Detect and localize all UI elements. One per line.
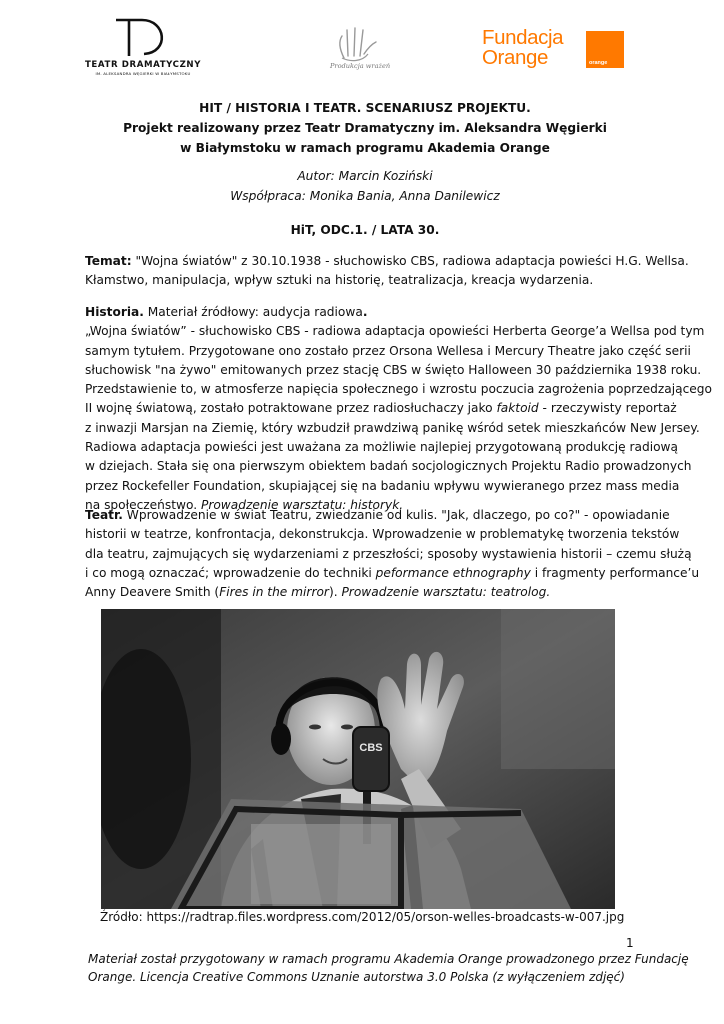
photo-caption: Źródło: https://radtrap.files.wordpress.com/2012/05/orson-welles-broadcasts-w-007.jpg	[100, 910, 625, 924]
hand-icon	[330, 24, 382, 64]
page-number: 1	[626, 936, 634, 950]
teatr-line: historii w teatrze, konfrontacja, dekonstrukcja. Wprowadzenie w problematykę tworzenia tekstów	[85, 527, 680, 542]
title-line-2: Projekt realizowany przez Teatr Dramatyczny im. Aleksandra Węgierki	[123, 121, 607, 135]
historia-line: na społeczeństwo. Prowadzenie warsztatu: historyk.	[85, 497, 404, 512]
cbs-mic-label: CBS	[359, 742, 383, 754]
historia-line: w dziejach. Stała się ona pierwszym obiektem badań socjologicznych Projektu Radio prowadzonych	[85, 459, 692, 474]
teatr-section	[85, 506, 700, 602]
temat-line: Kłamstwo, manipulacja, wpływ sztuki na historię, teatralizacja, kreacja wydarzenia.	[85, 273, 594, 288]
temat-line: Temat: "Wojna światów" z 30.10.1938 - słuchowisko CBS, radiowa adaptacja powieści H.G. Wellsa.	[85, 254, 689, 268]
footer-note	[88, 950, 689, 986]
authors-block	[90, 166, 640, 206]
historia-line: Przedstawienie to, w atmosferze napięcia społecznego i wzrostu poczucia zagrożenia poprzedzającego	[85, 382, 712, 397]
historia-line: samym tytułem. Przygotowane ono zostało przez Orsona Wellesa i Mercury Theatre jako część serii	[85, 343, 691, 358]
orange-square-logo: orange	[586, 31, 624, 68]
title-line-1: HIT / HISTORIA I TEATR. SCENARIUSZ PROJEKTU.	[199, 101, 531, 115]
teatr-name: TEATR DRAMATYCZNY	[84, 60, 202, 70]
td-monogram-icon	[112, 14, 172, 58]
cooperation-line: Współpraca: Monika Bania, Anna Danilewicz	[230, 189, 500, 203]
author-line: Autor: Marcin Koziński	[297, 169, 433, 183]
historia-line: przez Rockefeller Foundation, skupiającej się na badaniu wpływu wywieranego przez mass media	[85, 478, 680, 493]
historia-heading: Historia. Materiał źródłowy: audycja radiowa.	[85, 305, 368, 319]
teatr-line: Anny Deavere Smith (Fires in the mirror). Prowadzenie warsztatu: teatrolog.	[85, 585, 551, 600]
title-line-3: w Białymstoku w ramach programu Akademia Orange	[180, 141, 550, 155]
temat-section	[85, 252, 689, 291]
title-block	[90, 98, 640, 158]
historia-line: słuchowisk "na żywo" emitowanych przez stację CBS w święto Halloween 30 października 1938 roku.	[85, 362, 702, 377]
teatr-line: dla teatru, zajmujących się wydarzeniami z przeszłości; sposoby wystawienia historii – czemu służą	[85, 546, 692, 561]
footer-line-2: Orange. Licencja Creative Commons Uznanie autorstwa 3.0 Polska (z wyłączeniem zdjęć)	[88, 970, 625, 984]
episode-heading: HiT, ODC.1. / LATA 30.	[290, 223, 440, 237]
orson-welles-photo	[101, 609, 615, 909]
photo-illustration	[101, 609, 615, 909]
fundacja-orange-logo	[482, 28, 624, 74]
teatr-line: Teatr. Wprowadzenie w świat Teatru, zwiedzanie od kulis. "Jak, dlaczego, po co?" - opowiadanie	[85, 508, 670, 522]
teatr-dramatyczny-logo	[84, 14, 202, 80]
produkcja-wrazen-logo	[330, 24, 391, 72]
historia-line: z inwazji Marsjan na Ziemię, który wzbudził prawdziwą panikę wśród setek mieszkańców New Jersey.	[85, 420, 700, 435]
historia-line: II wojnę światową, zostało potraktowane przez radiosłuchaczy jako faktoid - rzeczywisty reportaż	[85, 401, 677, 416]
teatr-subtitle: IM. ALEKSANDRA WĘGIERKI W BIAŁYMSTOKU	[95, 71, 191, 76]
historia-line: „Wojna światów” - słuchowisko CBS - radiowa adaptacja opowieści Herberta George’a Wellsa pod tym	[85, 324, 705, 339]
fundacja-orange-text: Fundacja Orange	[482, 26, 564, 69]
footer-line-1: Materiał został przygotowany w ramach programu Akademia Orange prowadzonego przez Fundację	[88, 952, 689, 966]
historia-line: Radiowa adaptacja powieści jest uważana za możliwie najlepiej przygotowaną produkcję radiową	[85, 440, 678, 455]
produkcja-caption: Produkcja wrażeń	[330, 62, 391, 70]
teatr-line: i co mogą oznaczać; wprowadzenie do techniki peformance ethnography i fragmenty performance’u	[85, 565, 700, 580]
